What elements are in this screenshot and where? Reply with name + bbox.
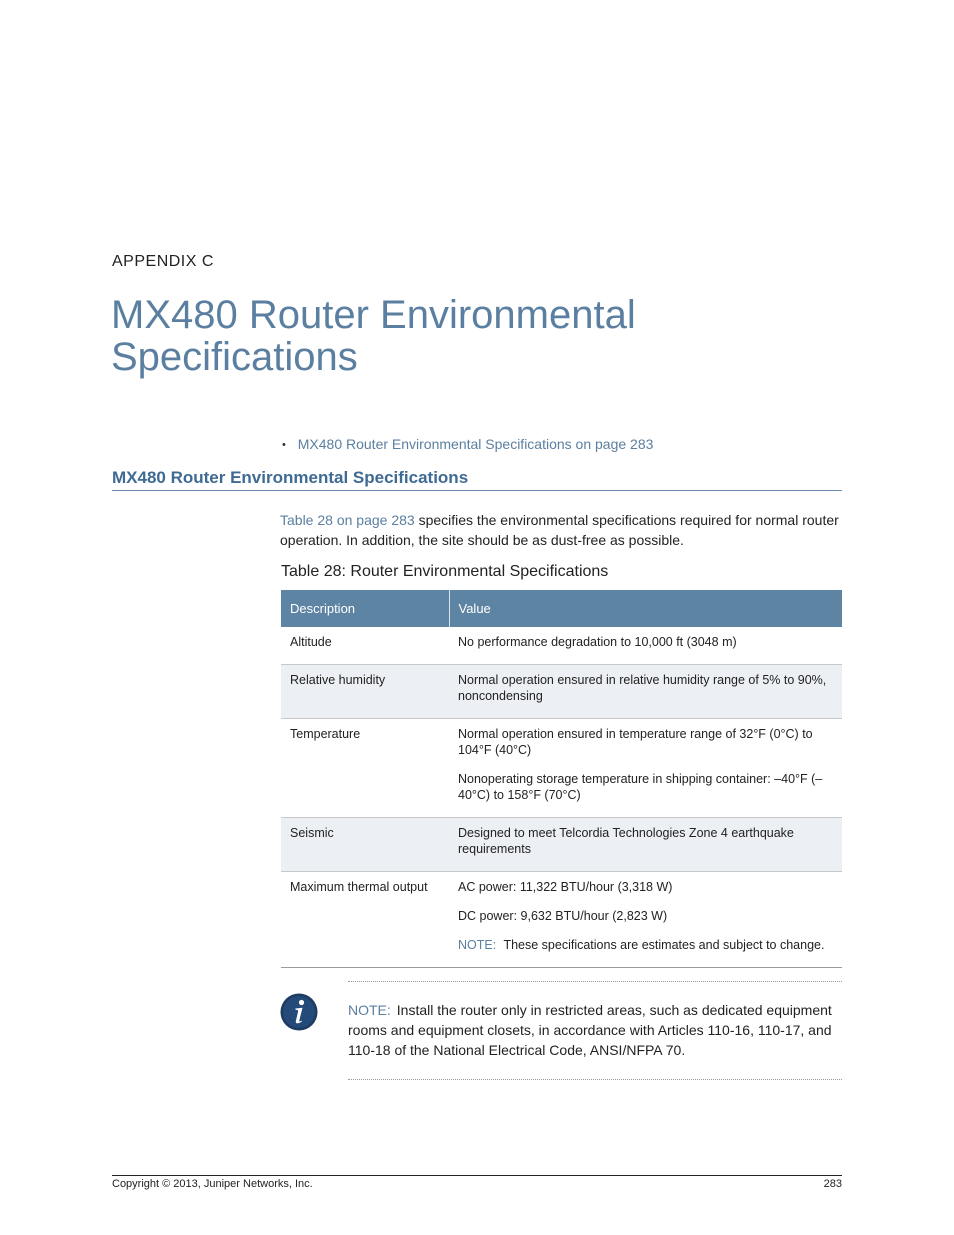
chapter-title: MX480 Router Environmental Specifications [111,293,636,379]
install-note [348,1000,842,1060]
table-row [281,719,842,818]
cell-value [449,627,842,665]
cell-description: Seismic [281,818,449,872]
value-text: Designed to meet Telcordia Technologies Zone 4 earthquake requirements [458,826,794,856]
intro-paragraph [280,510,842,550]
table-xref-link[interactable]: Table 28 on page 283 [280,512,415,528]
table-row [281,872,842,968]
toc-item [282,436,653,452]
footer-rule [112,1175,842,1176]
table-row [281,665,842,719]
value-text: Normal operation ensured in temperature range of 32°F (0°C) to 104°F (40°C) [458,727,813,757]
note-bottom-rule [348,1079,842,1080]
toc-link[interactable]: MX480 Router Environmental Specifications on page 283 [297,436,654,452]
cell-value [449,818,842,872]
cell-value [449,665,842,719]
table-note-text: These specifications are estimates and subject to change. [503,938,825,952]
table-row [281,627,842,665]
value-text: Normal operation ensured in relative humidity range of 5% to 90%, noncondensing [458,673,827,703]
note-label: NOTE: [348,1002,391,1018]
intro-text: specifies the environmental specifications required for normal router operation. In addition, the site should be as dust-free as possible. [280,512,839,548]
appendix-label: APPENDIX C [112,253,214,270]
cell-description: Relative humidity [281,665,449,719]
cell-description: Temperature [281,719,449,818]
table-caption: Table 28: Router Environmental Specifications [281,563,609,580]
table-header-row [281,590,842,627]
table-note-label: NOTE: [458,938,497,952]
cell-value [449,872,842,968]
chapter-toc [282,436,653,452]
table-note [458,937,833,953]
info-icon [280,993,318,1031]
value-text: DC power: 9,632 BTU/hour (2,823 W) [458,909,668,923]
value-text: No performance degradation to 10,000 ft (3048 m) [458,635,737,649]
note-text: Install the router only in restricted areas, such as dedicated equipment rooms and equipment closets, in accordance with Articles 110-16, 110-17, and 110-18 of the National Electrical Code, ANSI/NFPA 70. [348,1002,832,1058]
cell-description: Altitude [281,627,449,665]
column-header-value: Value [449,590,842,627]
table-row [281,818,842,872]
note-top-rule [348,981,842,982]
value-text: AC power: 11,322 BTU/hour (3,318 W) [458,880,673,894]
cell-description: Maximum thermal output [281,872,449,968]
footer-page-number: 283 [823,1178,842,1190]
footer-copyright: Copyright © 2013, Juniper Networks, Inc. [112,1178,313,1190]
value-text: Nonoperating storage temperature in shipping container: –40°F (–40°C) to 158°F (70°C) [458,772,823,802]
section-heading: MX480 Router Environmental Specifications [112,468,842,491]
cell-value [449,719,842,818]
environmental-spec-table [281,590,842,968]
column-header-description: Description [281,590,449,627]
